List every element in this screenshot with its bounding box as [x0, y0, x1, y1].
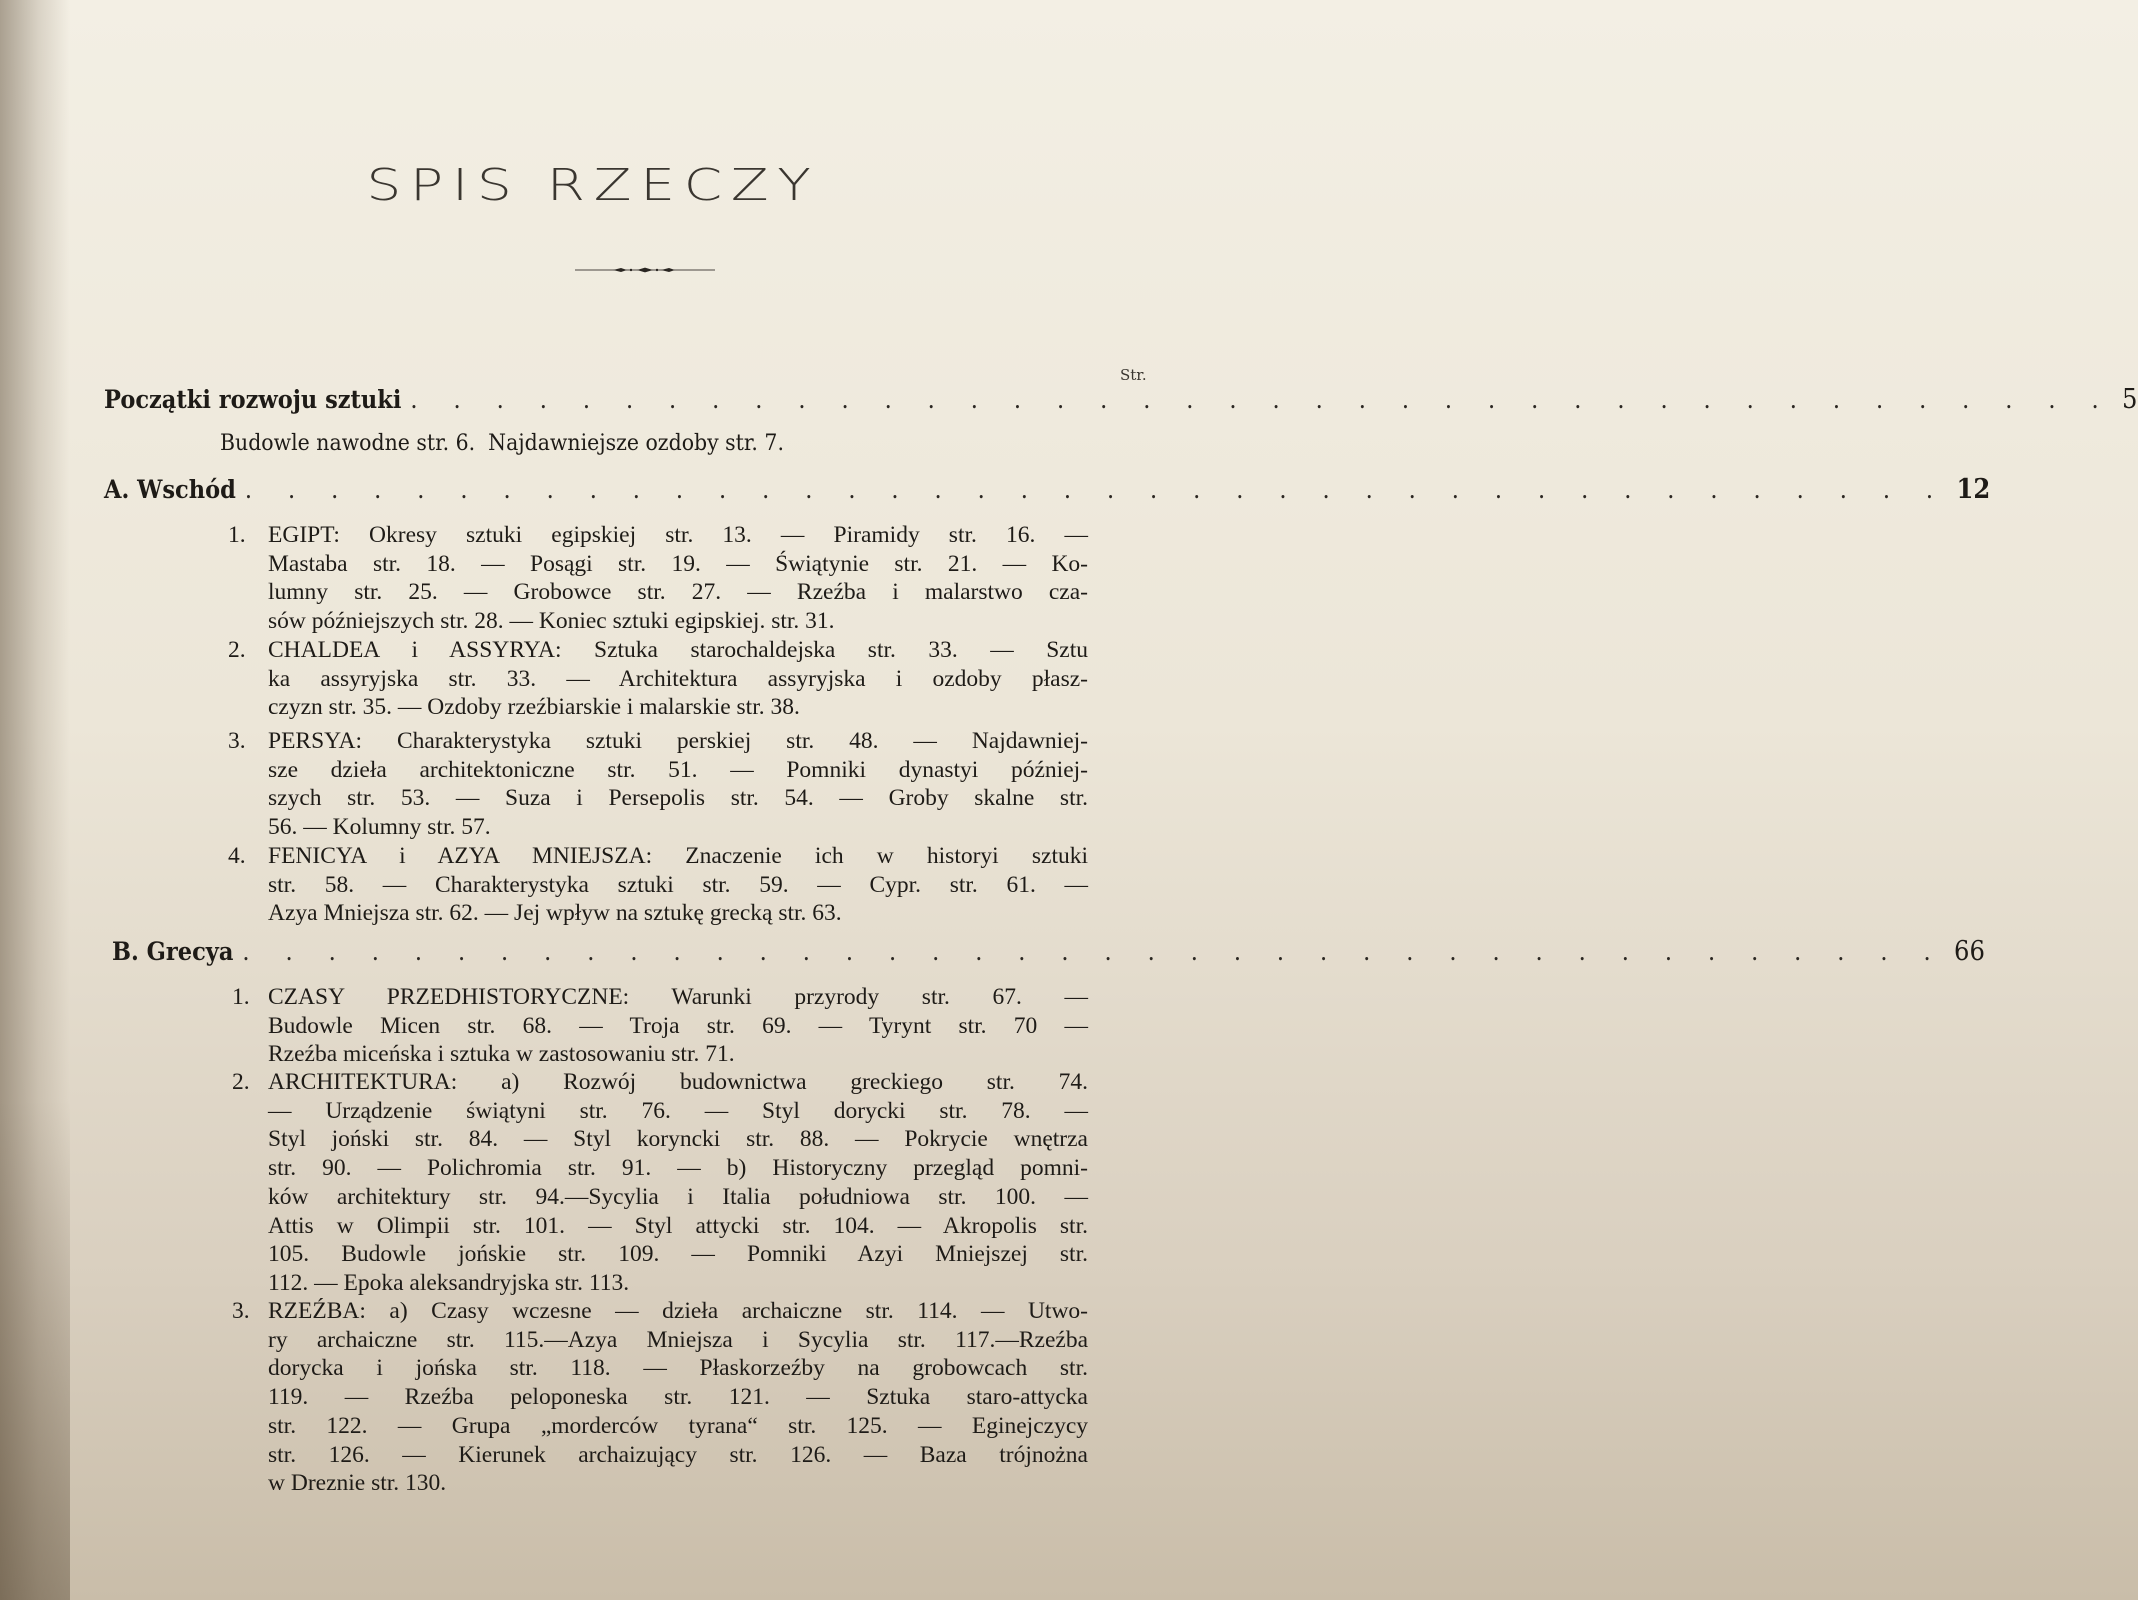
section-heading: B. Grecya	[112, 937, 234, 966]
section-heading: Początki rozwoju sztuki	[104, 385, 402, 414]
entry-line: Styl joński str. 84. — Styl koryncki str. 88. — Pokrycie wnętrza	[268, 1126, 1088, 1153]
leader-dots: . . . . . . . . . . . . . . . . . . . . . . . . . . . . . . . . . . . . . . . .	[242, 937, 1946, 966]
toc-entry[interactable]	[228, 727, 1088, 842]
entry-number: 3.	[232, 1298, 250, 1324]
entry-line: — Urządzenie świątyni str. 76. — Styl dorycki str. 78. —	[268, 1097, 1088, 1124]
entry-line: w Dreznie str. 130.	[268, 1470, 447, 1497]
ornament-divider-icon	[575, 267, 715, 273]
entry-line: lumny str. 25. — Grobowce str. 27. — Rzeźba i malarstwo cza-	[268, 579, 1088, 606]
page-shadow-bottom	[0, 1100, 70, 1600]
leader-dots: . . . . . . . . . . . . . . . . . . . . . . . . . . . . . . . . . . . . . . . .	[410, 385, 2114, 414]
entry-line: sze dzieła architektoniczne str. 51. — Pomniki dynastyi później-	[268, 756, 1088, 783]
entry-line: Budowle Micen str. 68. — Troja str. 69. — Tyrynt str. 70 —	[268, 1012, 1088, 1039]
entry-number: 1.	[232, 984, 250, 1010]
entry-line: str. 126. — Kierunek archaizujący str. 126. — Baza trójnożna	[268, 1441, 1088, 1468]
entry-number: 3.	[228, 728, 246, 754]
section-page-number: 5	[2122, 384, 2138, 415]
entry-line: 105. Budowle jońskie str. 109. — Pomniki Azyi Mniejszej str.	[268, 1241, 1088, 1268]
toc-entry[interactable]	[228, 983, 1088, 1069]
toc-entry[interactable]	[228, 842, 1088, 928]
entry-line: CZASY PRZEDHISTORYCZNE: Warunki przyrody str. 67. —	[268, 984, 1088, 1010]
entry-line: EGIPT: Okresy sztuki egipskiej str. 13. — Piramidy str. 16. —	[268, 522, 1088, 548]
toc-section-b[interactable]	[112, 936, 1985, 967]
entry-line: FENICYA i AZYA MNIEJSZA: Znaczenie ich w historyi sztuki	[268, 843, 1088, 869]
entry-line: Rzeźba miceńska i sztuka w zastosowaniu str. 71.	[268, 1041, 735, 1068]
section-page-number: 12	[1956, 474, 1991, 505]
toc-entry[interactable]	[228, 636, 1088, 722]
page-title: SPIS RZECZY	[366, 160, 820, 211]
section-heading: A. Wschód	[104, 475, 236, 504]
entry-line: str. 58. — Charakterystyka sztuki str. 59. — Cypr. str. 61. —	[268, 871, 1088, 898]
entry-line: 56. — Kolumny str. 57.	[268, 814, 491, 841]
entry-line: Azya Mniejsza str. 62. — Jej wpływ na sztukę grecką str. 63.	[268, 900, 842, 927]
toc-entry[interactable]	[228, 1297, 1088, 1498]
entry-line: str. 90. — Polichromia str. 91. — b) Historyczny przegląd pomni-	[268, 1155, 1088, 1182]
toc-section-intro[interactable]	[104, 384, 2138, 415]
entry-number: 4.	[228, 843, 246, 869]
page-column-label: Str.	[1120, 366, 1147, 384]
entry-line: 119. — Rzeźba peloponeska str. 121. — Sztuka staro-attycka	[268, 1384, 1088, 1411]
toc-entry[interactable]	[228, 521, 1088, 636]
entry-line: ka assyryjska str. 33. — Architektura assyryjska i ozdoby płasz-	[268, 665, 1088, 692]
entry-number: 2.	[228, 637, 246, 663]
entry-line: PERSYA: Charakterystyka sztuki perskiej str. 48. — Najdawniej-	[268, 728, 1088, 754]
entry-line: sów późniejszych str. 28. — Koniec sztuki egipskiej. str. 31.	[268, 608, 835, 635]
section-page-number: 66	[1954, 936, 1985, 967]
entry-line: szych str. 53. — Suza i Persepolis str. 54. — Groby skalne str.	[268, 785, 1088, 812]
toc-entry[interactable]	[228, 1068, 1088, 1298]
entry-line: dorycka i jońska str. 118. — Płaskorzeźby na grobowcach str.	[268, 1355, 1088, 1382]
toc-section-a[interactable]	[104, 474, 1991, 505]
intro-detail: Budowle nawodne str. 6. Najdawniejsze ozdoby str. 7.	[220, 431, 784, 456]
entry-line: Attis w Olimpii str. 101. — Styl attycki str. 104. — Akropolis str.	[268, 1212, 1088, 1239]
entry-line: ry archaiczne str. 115.—Azya Mniejsza i Sycylia str. 117.—Rzeźba	[268, 1326, 1088, 1353]
entry-line: czyzn str. 35. — Ozdoby rzeźbiarskie i malarskie str. 38.	[268, 694, 800, 721]
entry-line: CHALDEA i ASSYRYA: Sztuka starochaldejska str. 33. — Sztu	[268, 637, 1088, 663]
entry-number: 2.	[232, 1069, 250, 1095]
entry-line: 112. — Epoka aleksandryjska str. 113.	[268, 1269, 630, 1296]
entry-line: RZEŹBA: a) Czasy wczesne — dzieła archaiczne str. 114. — Utwo-	[268, 1298, 1088, 1324]
entry-line: ARCHITEKTURA: a) Rozwój budownictwa greckiego str. 74.	[268, 1069, 1088, 1095]
entry-line: ków architektury str. 94.—Sycylia i Italia południowa str. 100. —	[268, 1183, 1088, 1210]
entry-number: 1.	[228, 522, 246, 548]
leader-dots: . . . . . . . . . . . . . . . . . . . . . . . . . . . . . . . . . . . . . . . .	[244, 475, 1948, 504]
entry-line: Mastaba str. 18. — Posągi str. 19. — Świątynie str. 21. — Ko-	[268, 550, 1088, 577]
entry-line: str. 122. — Grupa „morderców tyrana“ str. 125. — Eginejczycy	[268, 1412, 1088, 1439]
